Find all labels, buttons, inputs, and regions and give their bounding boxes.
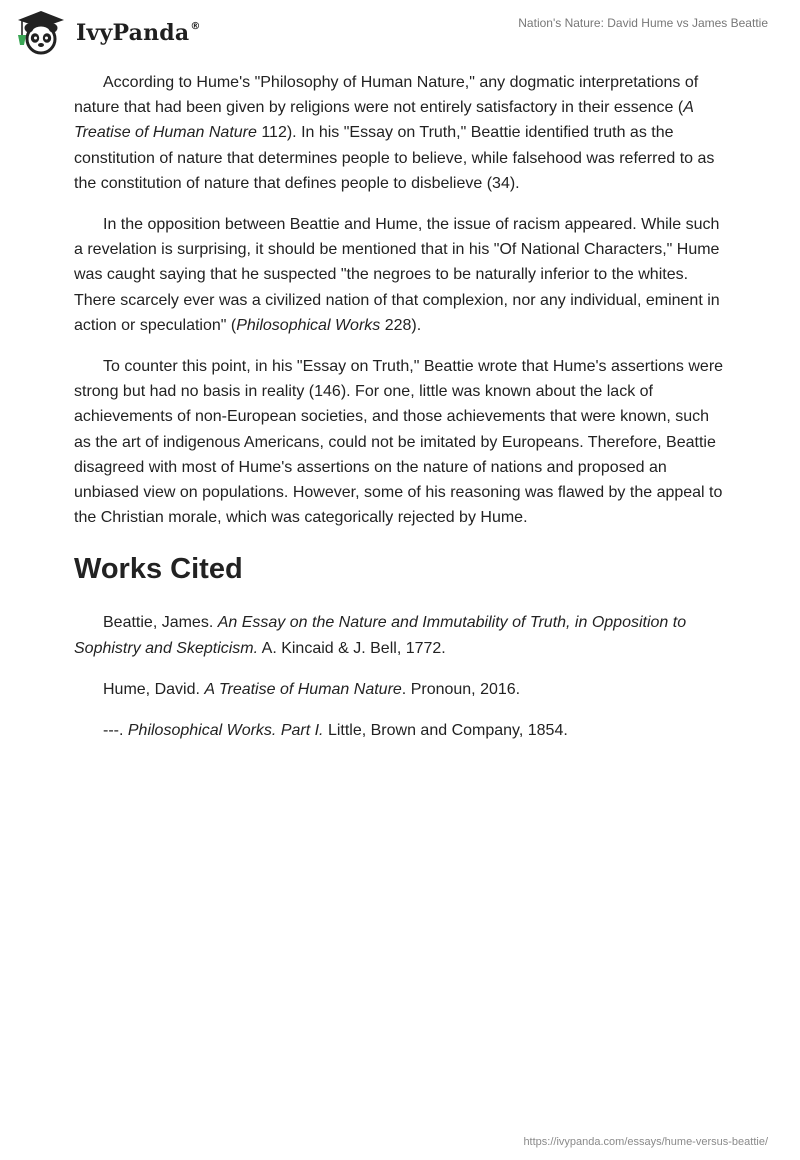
works-cited-heading: Works Cited [74, 553, 243, 586]
text-run: According to Hume's "Philosophy of Human Nature," any dogmatic interpretations of nature that had been given by religions were not entirely satisfactory in their essence ( [74, 74, 699, 117]
text-run: . Pronoun, 2016. [401, 680, 521, 698]
text-run: To counter this point, in his "Essay on Truth," Beattie wrote that Hume's assertions were strong but had no basis in reality (146). For one, little was known about the lack of achievements of non-European societies, and those achievements that were known, such as the art of indigenous Americans, could not be imitated by Europeans. Therefore, Beattie disagreed with most of Hume's assertions on the nature of nations and proposed an unbiased view on populations. However, some of his reasoning was flawed by the appeal to the Christian morale, which was categorically rejected by Hume. [74, 358, 724, 527]
citation-entry [74, 610, 726, 660]
brand-logo[interactable] [14, 9, 201, 55]
text-run: Little, Brown and Company, 1854. [323, 722, 568, 740]
page-header [0, 0, 800, 64]
body-paragraph [74, 212, 726, 338]
text-run: A. Kincaid & J. Bell, 1772. [258, 639, 446, 657]
text-run: Hume, David. [103, 680, 205, 698]
italic-title-text: A Treatise of Human Nature [74, 99, 694, 142]
citation-entry [74, 718, 726, 743]
panda-logo-icon [14, 9, 68, 55]
italic-title-text: Philosophical Works. Part I. [127, 722, 324, 740]
document-title: Nation's Nature: David Hume vs James Beattie [518, 16, 768, 30]
registered-mark: ® [190, 20, 201, 32]
italic-title-text: A Treatise of Human Nature [204, 680, 402, 698]
text-run: 228). [380, 316, 422, 334]
italic-title-text: Philosophical Works [236, 316, 381, 334]
body-paragraph [74, 70, 726, 196]
text-run: In the opposition between Beattie and Hume, the issue of racism appeared. While such a revelation is surprising, it should be mentioned that in his "Of National Characters," Hume was caught saying that he suspected "the negroes to be naturally inferior to the whites. There scarcely ever was a civilized nation of that complexion, nor any individual, eminent in action or speculation" ( [74, 216, 720, 334]
essay-body [74, 70, 726, 759]
citation-entry [74, 677, 726, 702]
brand-name: IvyPanda® [76, 20, 201, 46]
body-paragraph [74, 354, 726, 530]
source-url-link[interactable]: https://ivypanda.com/essays/hume-versus-beattie/ [523, 1136, 768, 1148]
text-run: Beattie, James. [103, 614, 218, 632]
text-run: ---. [103, 722, 128, 740]
italic-title-text: An Essay on the Nature and Immutability of Truth, in Opposition to Sophistry and Skepticism. [74, 614, 687, 657]
text-run: 112). In his "Essay on Truth," Beattie identified truth as the constitution of nature that determines people to believe, while falsehood was referred to as the constitution of nature that defines people to disbelieve (34). [74, 124, 715, 192]
